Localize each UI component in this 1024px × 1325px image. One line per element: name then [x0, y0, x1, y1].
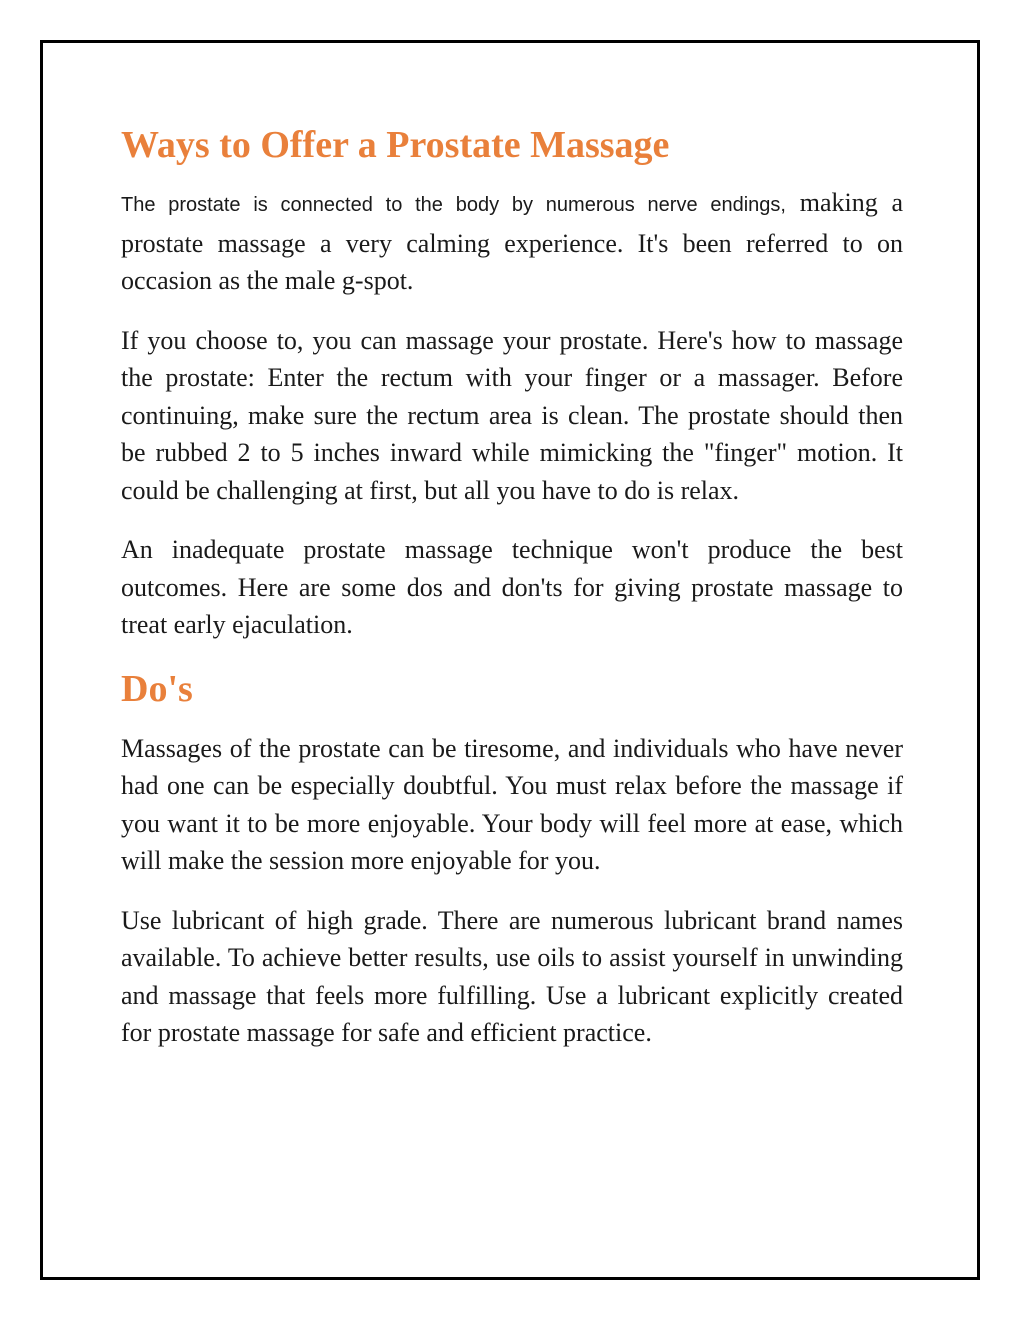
intro-paragraph [121, 184, 903, 300]
section-heading-dos: Do's [121, 667, 193, 710]
paragraph-how-to: If you choose to, you can massage your prostate. Here's how to massage the prostate: Enter the rectum with your finger or a massager. Before continuing, make sure the rectum area is clean. The prostate should then be rubbed 2 to 5 inches inward while mimicking the "finger" motion. It could be challenging at first, but all you have to do is relax. [121, 325, 903, 505]
paragraph-relax: Massages of the prostate can be tiresome, and individuals who have never had one can be especially doubtful. You must relax before the massage if you want it to be more enjoyable. Your body will feel more at ease, which will make the session more enjoyable for you. [121, 733, 903, 875]
paragraph-lubricant: Use lubricant of high grade. There are numerous lubricant brand names available. To achieve better results, use oils to assist yourself in unwinding and massage that feels more fulfilling. Use a lubricant explicitly created for prostate massage for safe and efficient practice. [121, 905, 903, 1047]
intro-lead-text: The prostate is connected to the body by numerous nerve endings, [121, 194, 786, 216]
document-content [121, 122, 903, 1074]
paragraph-technique: An inadequate prostate massage technique won't produce the best outcomes. Here are some dos and don'ts for giving prostate massage to treat early ejaculation. [121, 535, 903, 639]
intro-rest-text: making a prostate massage a very calming experience. It's been referred to on occasion as the male g-spot. [121, 188, 903, 295]
page-title: Ways to Offer a Prostate Massage [121, 124, 670, 166]
